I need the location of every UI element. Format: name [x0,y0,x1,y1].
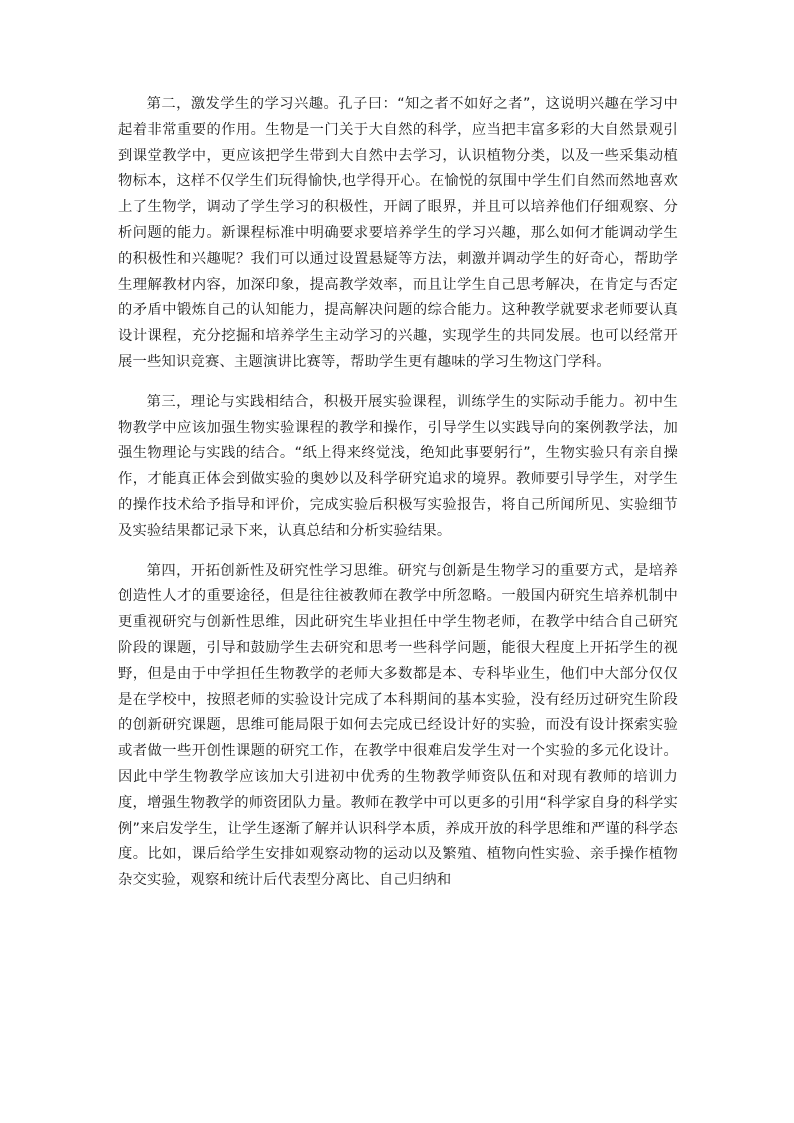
paragraph-theory-practice: 第三，理论与实践相结合，积极开展实验课程，训练学生的实际动手能力。初中生物教学中应该加强生物实验课程的教学和操作，引导学生以实践导向的案例教学法，加强生物理论与实践的结合。“纸上得来终觉浅，绝知此事要躬行”，生物实验只有亲自操作，才能真正体会到做实验的奥妙以及科学研究追求的境界。教师要引导学生，对学生的操作技术给予指导和评价，完成实验后积极写实验报告，将自己所闻所见、实验细节及实验结果都记录下来，认真总结和分析实验结果。 [118,393,678,539]
paragraph-interest: 第二，激发学生的学习兴趣。孔子曰：“知之者不如好之者”，这说明兴趣在学习中起着非常重要的作用。生物是一门关于大自然的科学，应当把丰富多彩的大自然景观引到课堂教学中，更应该把学生带到大自然中去学习，认识植物分类，以及一些采集动植物标本，这样不仅学生们玩得愉快,也学得开心。在愉悦的氛围中学生们自然而然地喜欢上了生物学，调动了学生学习的积极性，开阔了眼界，并且可以培养他们仔细观察、分析问题的能力。新课程标准中明确要求要培养学生的学习兴趣，那么如何才能调动学生的积极性和兴趣呢？我们可以通过设置悬疑等方法，刺激并调动学生的好奇心，帮助学生理解教材内容，加深印象，提高教学效率，而且让学生自己思考解决，在肯定与否定的矛盾中锻炼自己的认知能力，提高解决问题的综合能力。这种教学就要求老师要认真设计课程，充分挖掘和培养学生主动学习的兴趣，实现学生的共同发展。也可以经常开展一些知识竞赛、主题演讲比赛等，帮助学生更有趣味的学习生物这门学科。 [118,96,678,370]
paragraph-innovation: 第四，开拓创新性及研究性学习思维。研究与创新是生物学习的重要方式，是培养创造性人才的重要途径，但是往往被教师在教学中所忽略。一般国内研究生培养机制中更重视研究与创新性思维，因此研究生毕业担任中学生物老师，在教学中结合自己研究阶段的课题，引导和鼓励学生去研究和思考一些科学问题，能很大程度上开拓学生的视野，但是由于中学担任生物教学的老师大多数都是本、专科毕业生，他们中大部分仅仅是在学校中，按照老师的实验设计完成了本科期间的基本实验，没有经历过研究生阶段的创新研究课题，思维可能局限于如何去完成已经设计好的实验，而没有设计探索实验或者做一些开创性课题的研究工作，在教学中很难启发学生对一个实验的多元化设计。因此中学生物教学应该加大引进初中优秀的生物教学师资队伍和对现有教师的培训力度，增强生物教学的师资团队力量。教师在教学中可以更多的引用“科学家自身的科学实例”来启发学生，让学生逐渐了解并认识科学本质，养成开放的科学思维和严谨的科学态度。比如，课后给学生安排如观察动物的运动以及繁殖、植物向性实验、亲手操作植物杂交实验，观察和统计后代表型分离比、自己归纳和 [118,562,678,889]
document-page [118,92,678,908]
